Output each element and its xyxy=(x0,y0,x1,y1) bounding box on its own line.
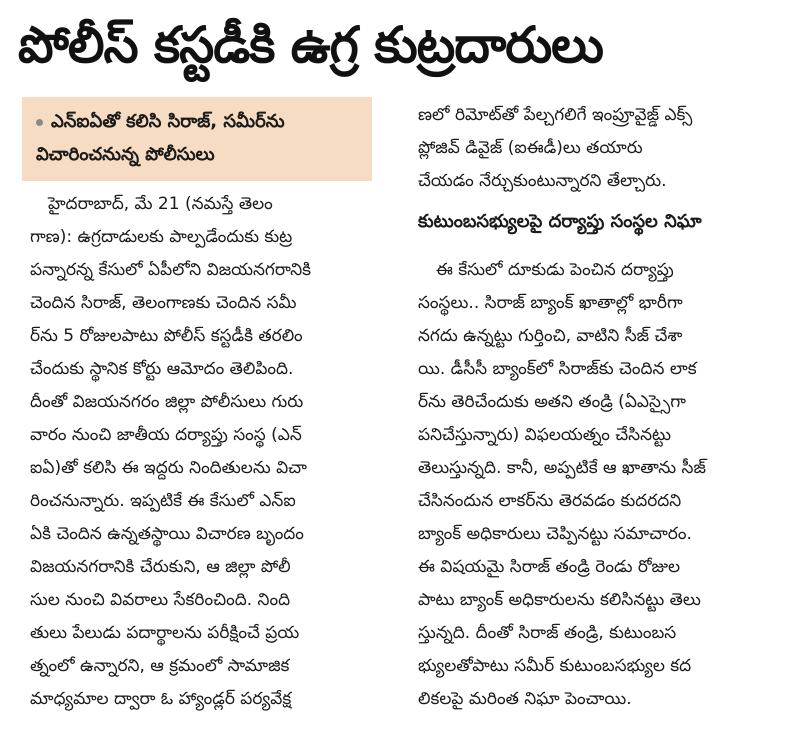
text-line: మాధ్యమాల ద్వారా ఓ హ్యాండ్లర్ పర్యవేక్ష xyxy=(30,689,292,709)
text-line: విజయనగరానికి చేరుకుని, ఆ జిల్లా పోలీ xyxy=(30,557,291,577)
headline: పోలీస్ కస్టడీకి ఉగ్ర కుట్రదారులు xyxy=(18,16,603,74)
text-line: పనిచేస్తున్నారు) విఫలయత్నం చేసినట్టు xyxy=(418,425,672,445)
text-line: స్తున్నది. దీంతో సిరాజ్ తండ్రి, కుటుంబస xyxy=(418,623,677,643)
text-line: సంస్థలు.. సిరాజ్ బ్యాంక్ ఖాతాల్లో భారీగా xyxy=(418,293,683,313)
text-line: భ్యులతోపాటు సమీర్ కుటుంబసభ్యుల కద xyxy=(418,656,692,676)
text-line: ఏకి చెందిన ఉన్నతస్థాయి విచారణ బృందం xyxy=(30,524,304,544)
text-line: వారం నుంచి జాతీయ దర్యాప్తు సంస్థ (ఎన్ xyxy=(30,425,302,445)
subhead-line xyxy=(36,105,362,138)
text-line: పన్నారన్న కేసులో ఏపీలోని విజయనగరానికి xyxy=(30,260,312,280)
text-line: తెలుస్తున్నది. కానీ, అప్పటికే ఆ ఖాతాను సీజ్ xyxy=(418,458,706,478)
right-column-top xyxy=(418,99,780,198)
text-line: యి. డీసీసీ బ్యాంక్‌లో సిరాజ్‌కు చెందిన లాక xyxy=(418,359,697,379)
right-column-bottom xyxy=(418,254,780,716)
text-line: చేసినందున లాకర్‌ను తెరవడం కుదరదని xyxy=(418,491,682,511)
text-line: బ్యాంక్ అధికారులు చెప్పినట్టు సమాచారం. xyxy=(418,524,692,544)
text-line: లికలపై మరింత నిఘా పెంచాయి. xyxy=(418,689,632,709)
text-line: దీంతో విజయనగరం జిల్లా పోలీసులు గురు xyxy=(30,392,304,412)
text-line: ర్‌ను తెరిచేందుకు అతని తండ్రి (ఏఎస్సైగా xyxy=(418,392,686,412)
text-line: ప్లోజివ్ డివైజ్ (ఐఈడీ)లు తయారు xyxy=(418,138,643,158)
text-line: రించనున్నారు. ఇప్పటికే ఈ కేసులో ఎన్ఐ xyxy=(30,491,296,511)
subhead-box xyxy=(22,97,372,181)
text-line: చేయడం నేర్చుకుంటున్నారని తేల్చారు. xyxy=(418,171,667,191)
text-line: ఈ కేసులో దూకుడు పెంచిన దర్యాప్తు xyxy=(436,260,674,280)
text-line: నగదు ఉన్నట్టు గుర్తించి, వాటిని సీజ్ చేశా xyxy=(418,326,683,346)
subhead-text: ఎన్ఐఏతో కలిసి సిరాజ్, సమీర్‌ను xyxy=(51,111,285,132)
text-line: చేందుకు స్థానిక కోర్టు ఆమోదం తెలిపింది. xyxy=(30,359,294,379)
text-line: తులు పేలుడు పదార్థాలను పరీక్షించే ప్రయ xyxy=(30,623,300,643)
text-line: పాటు బ్యాంక్ అధికారులను కలిసినట్టు తెలు xyxy=(418,590,701,610)
text-line: చెందిన సిరాజ్, తెలంగాణకు చెందిన సమీ xyxy=(30,293,297,313)
text-line: గాణ): ఉగ్రదాడులకు పాల్పడేందుకు కుట్ర xyxy=(30,227,293,247)
subhead-line: విచారించనున్న పోలీసులు xyxy=(36,144,215,165)
text-line: హైదరాబాద్, మే 21 (నమస్తే తెలం xyxy=(48,194,273,214)
left-column xyxy=(30,188,376,716)
text-line: ఐఏ)తో కలిసి ఈ ఇద్దరు నిందితులను విచా xyxy=(30,458,307,478)
text-line: సుల నుంచి వివరాలు సేకరించింది. నింది xyxy=(30,590,291,610)
text-line: ణలో రిమోట్‌తో పేల్చగలిగే ఇంప్రూవైజ్డ్ ఎక్స్ xyxy=(418,105,693,125)
bullet-icon xyxy=(36,119,43,126)
text-line: త్నంలో ఉన్నారని, ఆ క్రమంలో సామాజిక xyxy=(30,656,290,676)
text-line: ర్‌ను 5 రోజులపాటు పోలీస్ కస్టడీకి తరలిం xyxy=(30,326,303,346)
text-line: ఈ విషయమై సిరాజ్ తండ్రి రెండు రోజుల xyxy=(418,557,681,577)
section-heading: కుటుంబసభ్యులపై దర్యాప్తు సంస్థల నిఘా xyxy=(418,211,702,232)
